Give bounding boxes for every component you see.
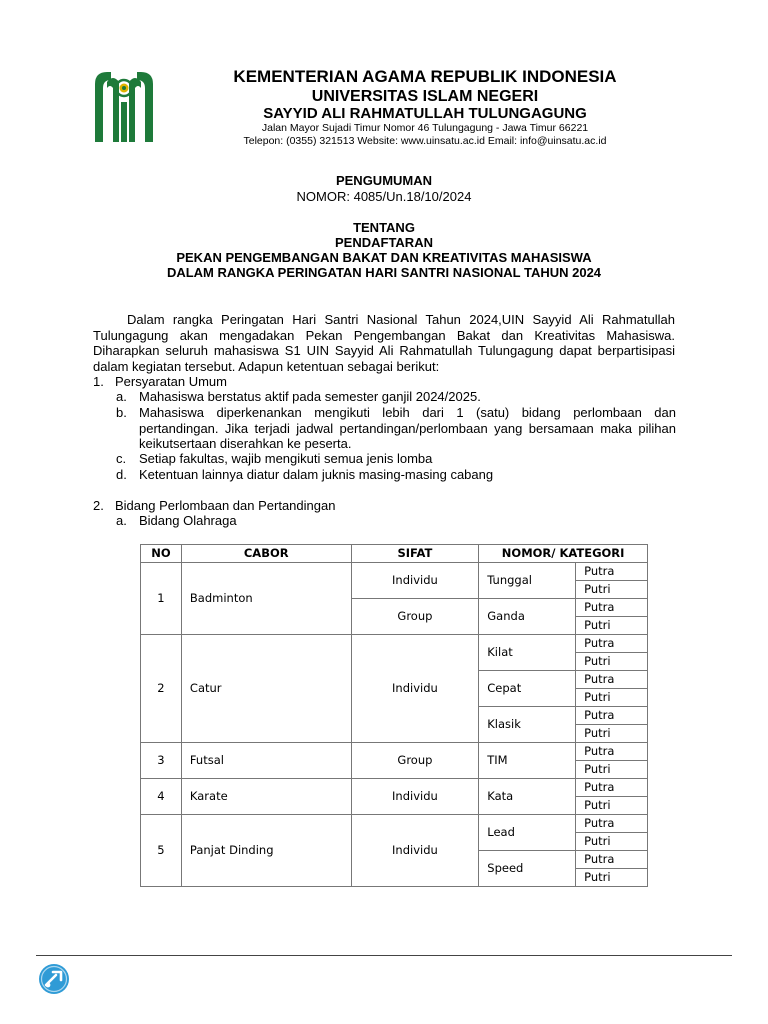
cell-kategori: Putri	[576, 761, 648, 779]
header-no: NO	[141, 545, 182, 563]
table-row	[141, 563, 648, 581]
cell-no: 5	[141, 815, 182, 887]
cell-kategori: Putra	[576, 851, 648, 869]
cell-kategori: Putri	[576, 653, 648, 671]
cell-nomor: Kilat	[479, 635, 576, 671]
table-header-row	[141, 545, 648, 563]
cell-sifat: Group	[351, 743, 479, 779]
table-row	[141, 779, 648, 797]
footer-divider	[36, 955, 732, 956]
cell-sifat: Individu	[351, 779, 479, 815]
announcement-title: PENGUMUMAN	[335, 173, 433, 188]
university-contact: Telepon: (0355) 321513 Website: www.uinsatu.ac.id Email: info@uinsatu.ac.id	[243, 135, 607, 147]
cell-no: 3	[141, 743, 182, 779]
cell-nomor: Speed	[479, 851, 576, 887]
cell-sifat: Individu	[351, 635, 479, 743]
table-row	[141, 815, 648, 833]
cell-kategori: Putra	[576, 599, 648, 617]
cell-kategori: Putri	[576, 581, 648, 599]
cell-cabor: Karate	[181, 779, 351, 815]
cell-no: 1	[141, 563, 182, 635]
cell-nomor: Ganda	[479, 599, 576, 635]
cell-no: 2	[141, 635, 182, 743]
ministry-title: KEMENTERIAN AGAMA REPUBLIK INDONESIA	[233, 67, 617, 86]
cell-sifat: Individu	[351, 563, 479, 599]
announcement-number: NOMOR: 4085/Un.18/10/2024	[296, 189, 472, 204]
intro-paragraph: Dalam rangka Peringatan Hari Santri Nasional Tahun 2024,UIN Sayyid Ali Rahmatullah Tulungagung akan mengadakan Pekan Pengembangan Bakat dan Kreativitas Mahasiswa. Diharapkan seluruh mahasiswa S1 UIN Sayyid Ali Rahmatullah Tulungagung dapat berpartisipasi dalam kegiatan tersebut. Adapun ketentuan sebagai berikut:	[93, 312, 675, 374]
announcement-about: TENTANG	[353, 220, 415, 235]
document-viewer-icon[interactable]	[38, 963, 70, 995]
header-cabor: CABOR	[181, 545, 351, 563]
header-sifat: SIFAT	[351, 545, 479, 563]
cell-nomor: Cepat	[479, 671, 576, 707]
cell-kategori: Putri	[576, 725, 648, 743]
cell-kategori: Putra	[576, 707, 648, 725]
cell-kategori: Putra	[576, 635, 648, 653]
cell-kategori: Putri	[576, 617, 648, 635]
university-name: SAYYID ALI RAHMATULLAH TULUNGAGUNG	[263, 105, 587, 122]
section-2-subtitle: Bidang Olahraga	[139, 513, 237, 528]
cell-kategori: Putra	[576, 671, 648, 689]
announcement-subject-1: PENDAFTARAN	[335, 235, 433, 250]
university-address: Jalan Mayor Sujadi Timur Nomor 46 Tulungagung - Jawa Timur 66221	[261, 122, 589, 134]
section-2-marker: 2.	[93, 498, 104, 513]
university-logo	[93, 68, 155, 144]
table-row	[141, 743, 648, 761]
cell-cabor: Panjat Dinding	[181, 815, 351, 887]
cell-kategori: Putri	[576, 797, 648, 815]
university-title: UNIVERSITAS ISLAM NEGERI	[311, 88, 539, 105]
cell-nomor: Klasik	[479, 707, 576, 743]
sports-table	[140, 544, 648, 887]
cell-nomor: Kata	[479, 779, 576, 815]
cell-nomor: Lead	[479, 815, 576, 851]
cell-kategori: Putri	[576, 869, 648, 887]
cell-kategori: Putri	[576, 689, 648, 707]
cell-cabor: Catur	[181, 635, 351, 743]
cell-cabor: Badminton	[181, 563, 351, 635]
cell-kategori: Putra	[576, 815, 648, 833]
section-2-title: Bidang Perlombaan dan Pertandingan	[115, 498, 336, 513]
announcement-subject-2: PEKAN PENGEMBANGAN BAKAT DAN KREATIVITAS MAHASISWA	[176, 250, 592, 265]
table-row	[141, 635, 648, 653]
cell-kategori: Putra	[576, 779, 648, 797]
cell-nomor: TIM	[479, 743, 576, 779]
cell-kategori: Putri	[576, 833, 648, 851]
cell-cabor: Futsal	[181, 743, 351, 779]
header-kategori: NOMOR/ KATEGORI	[479, 545, 648, 563]
announcement-subject-3: DALAM RANGKA PERINGATAN HARI SANTRI NASIONAL TAHUN 2024	[166, 265, 602, 280]
cell-sifat: Individu	[351, 815, 479, 887]
cell-no: 4	[141, 779, 182, 815]
cell-nomor: Tunggal	[479, 563, 576, 599]
cell-kategori: Putra	[576, 743, 648, 761]
section-1-marker: 1.	[93, 374, 104, 389]
cell-sifat: Group	[351, 599, 479, 635]
cell-kategori: Putra	[576, 563, 648, 581]
section-1-title: Persyaratan Umum	[115, 374, 227, 389]
